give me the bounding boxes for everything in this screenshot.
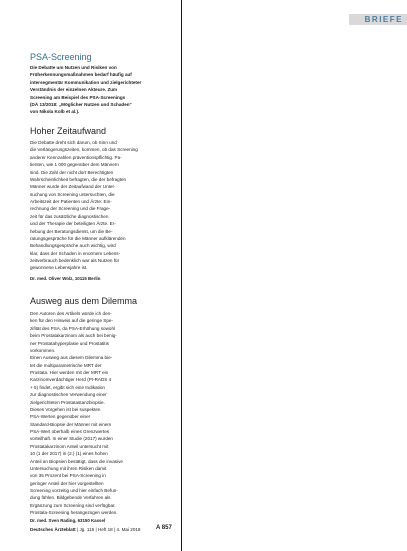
article1-intro-line: (DÄ 13/2018: „Möglicher Nutzen und Schaden“ — [30, 101, 132, 107]
article2-line: und der Therapie der beteiligten Ärzte. Er- — [30, 221, 116, 227]
column-rule — [181, 0, 182, 551]
article1-intro — [30, 64, 178, 116]
article1-intro-line: Die Debatte um Nutzen und Risiken von — [30, 65, 117, 70]
article3-line: zur diagnostischen Verwendung einer — [30, 392, 107, 398]
article2-line: anderer Kennzahlen präventionspflichtig. Pa- — [30, 154, 122, 160]
article3-line: vorteilhaft. In einer Studie (2017) wurden — [30, 436, 113, 442]
section-tag: BRIEFE — [349, 14, 407, 25]
article3-line: ner Prostatahyperplasie und Prostatitis — [30, 340, 109, 346]
page-footer — [30, 527, 141, 532]
article3-line: Standard-Biopsie der Männer mit einem — [30, 421, 112, 427]
right-margin — [182, 0, 407, 551]
article3-line: 10 (1 der 2017) in (2.) (1) eines hohen — [30, 451, 108, 457]
article1-intro-line: Screening am Beispiel des PSA-Screenings — [30, 94, 126, 100]
article1-title: PSA-Screening — [30, 52, 92, 62]
article3-line: vorkommen. — [30, 347, 56, 353]
article3-line: Ergänzung zum Screening sind verfügbar. — [30, 502, 116, 508]
article3-line: zielgerichteten Prostatastanzbiopsie. — [30, 399, 105, 405]
article3-line: Screening vorzeitig und hier einfach Befun- — [30, 488, 118, 493]
article2-line: ratungsgespräche für die Männer aufklärenden — [30, 235, 126, 241]
article3-line: Karzinomverdächtiger Herd (PI-RADS 4 — [30, 377, 112, 383]
article3-line: Einen Ausweg aus diesem Dilemma bie- — [30, 355, 113, 361]
article3-line: zifität des PSA, da PSA-Erhöhung sowohl — [30, 325, 116, 331]
article3-line: Dieses Vorgehen ist bei suspekten — [30, 406, 101, 412]
article1-intro-line: intersegmentär Kommunikation und zielgerichteter — [30, 79, 142, 85]
article3-line: Prostata. Hier werden mit der MRT ein — [30, 370, 109, 375]
article3-line: Untersuchung mit ihren Risiken damit — [30, 465, 107, 471]
article3-line: PSA-Wert oberhalb eines Grenzwertes — [30, 429, 110, 434]
article3-line: Den Autoren des Artikels würde ich den- — [30, 311, 112, 316]
article1-intro-line: Früherkennungsmaßnahmen bedarf häufig auf — [30, 72, 132, 78]
page-number: A 857 — [156, 525, 172, 531]
article3-signature: Dr. med. Sven Rading, 63150 Kassel — [30, 518, 106, 523]
article3-line: Anteil an Biopsien bestätigt, dass die invasive — [30, 458, 123, 464]
article2-line: rechnung der Screening und die Frage- — [30, 206, 111, 212]
article3-line: von 35 Prozent bei PSA-Screening in — [30, 473, 106, 479]
article2-line: Arbeitszeit der Patienten und Ärzte: Ein- — [30, 199, 112, 204]
article2-line: sind. Die Zahl der nicht dort Berechtigten — [30, 169, 114, 175]
article2-line: zeitverbrauch bedenklich war als Nutzen für — [30, 258, 120, 263]
article2-line: die Verlängerungszeiten, kommen, ob das Screening — [30, 147, 138, 153]
article3-line: dung fühlen. Bildgebende Verfahren als — [30, 495, 111, 501]
article2-line: zeit für das zusätzliche diagnostischen — [30, 213, 109, 219]
article2-line: suchung von Screening untersuchten, die — [30, 191, 115, 197]
article3-line: ken für den Hinweis auf die geringe Spe- — [30, 318, 113, 324]
article2-line: Die Debatte dreht sich darum, ob Sinn und — [30, 140, 117, 145]
article3-title: Ausweg aus dem Dilemma — [30, 296, 138, 306]
article2-line: tienten, wie 1 000 gegenüber dem Männern — [30, 162, 119, 168]
article3-line: PSA-Werten gegenüber einer — [30, 414, 91, 420]
footer-journal: Deutsches Ärzteblatt — [30, 527, 76, 532]
article1-intro-line: von Nikola Kolb et al.). — [30, 109, 80, 115]
article1-intro-line: Verständnis der einzelnen Akteure. Zum — [30, 87, 118, 93]
article3-line: geringer Anteil der hier vorgestellten — [30, 480, 104, 486]
article2-line: gewonnene Lebensjahre ist. — [30, 265, 88, 271]
article3-body — [30, 310, 178, 517]
article2-line: Behandlungsgespräche auch wichtig, wird — [30, 243, 116, 249]
article3-line: tet die multiparametrische MRT der — [30, 362, 102, 368]
article2-line: Männer wurde der Zeitaufwand der Unter- — [30, 184, 116, 190]
article2-signature: Dr. med. Oliver Wolz, 10115 Berlin — [30, 276, 101, 281]
article3-line: + 5) findet, ergibt sich eine Indikation — [30, 384, 105, 390]
article3-line: Prostata-Screening herangezogen werden. — [30, 510, 118, 516]
footer-issue: | Jg. 115 | Heft 18 | 4. Mai 2018 — [76, 527, 141, 532]
article3-line: beim Prostatakarzinom als auch bei benig- — [30, 333, 117, 339]
article2-body — [30, 139, 178, 272]
article2-line: klar, dass der Schaden in enormem Lebens- — [30, 250, 121, 256]
article3-line: Prostatakarzinom Anteil untersucht mit — [30, 443, 109, 449]
article2-line: hebung der Beratungsdienst, um die Be- — [30, 228, 113, 234]
article2-line: Wahrscheinlichkeit befragten, die der befragten — [30, 176, 127, 182]
article2-title: Hoher Zeitaufwand — [30, 126, 107, 136]
